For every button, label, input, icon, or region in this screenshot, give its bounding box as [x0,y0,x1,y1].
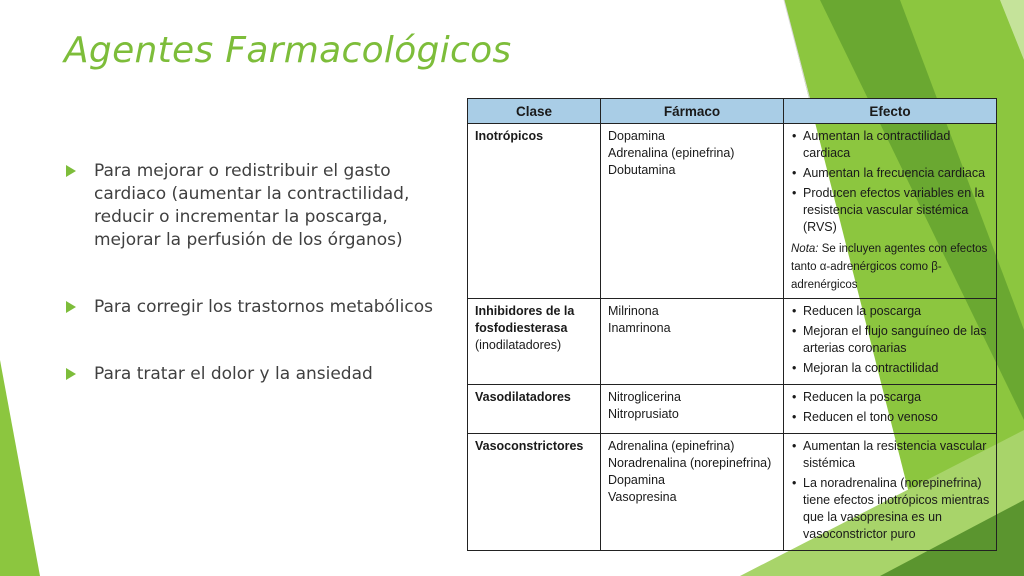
efecto-list [791,389,990,426]
table-row [468,299,997,385]
slide-title: Agentes Farmacológicos [64,30,512,71]
efecto-list [791,303,990,377]
farmaco-item: Adrenalina (epinefrina) [608,146,735,160]
cell-efecto [784,124,997,299]
bullet-text: Para mejorar o redistribuir el gasto cardiaco (aumentar la contractilidad, reducir o incrementar la poscarga, mejorar la perfusión de los órganos) [94,161,410,250]
table-row [468,124,997,299]
bullet-item [64,363,434,386]
bullet-arrow-icon [66,165,76,177]
header-farmaco: Fármaco [601,99,784,124]
efecto-item: • Mejoran el flujo sanguíneo de las arterias coronarias [803,323,990,357]
efecto-item: • Reducen la poscarga [803,303,990,320]
cell-farmaco [601,434,784,551]
efecto-item: • Aumentan la contractilidad cardiaca [803,128,990,162]
efecto-item: • Reducen la poscarga [803,389,990,406]
farmaco-item: Dopamina [608,473,665,487]
bullet-arrow-icon [66,301,76,313]
table-row [468,434,997,551]
efecto-item: • Aumentan la frecuencia cardiaca [803,165,990,182]
efecto-item: • Reducen el tono venoso [803,409,990,426]
efecto-item: • Aumentan la resistencia vascular sistémica [803,438,990,472]
table-row [468,385,997,434]
cell-clase [468,299,601,385]
cell-clase [468,434,601,551]
cell-clase [468,124,601,299]
farmaco-item: Milrinona [608,304,659,318]
left-green-wedge [0,360,40,576]
cell-farmaco [601,299,784,385]
efecto-item: • Mejoran la contractilidad [803,360,990,377]
farmaco-item: Noradrenalina (norepinefrina) [608,456,772,470]
note-label: Nota: [791,243,819,255]
farmaco-item: Dobutamina [608,163,676,177]
efecto-item: • La noradrenalina (norepinefrina) tiene efectos inotrópicos mientras que la vasopresina es un vasoconstrictor puro [803,475,990,543]
bullet-text: Para corregir los trastornos metabólicos [94,297,433,317]
cell-efecto [784,385,997,434]
farmaco-item: Inamrinona [608,321,671,335]
clase-name: Vasoconstrictores [475,439,584,453]
cell-efecto [784,299,997,385]
clase-name: Vasodilatadores [475,390,571,404]
farmaco-item: Vasopresina [608,490,677,504]
farmaco-item: Nitroprusiato [608,407,679,421]
header-efecto: Efecto [784,99,997,124]
farmaco-item: Adrenalina (epinefrina) [608,439,735,453]
pharmacology-table [467,98,997,551]
cell-farmaco [601,124,784,299]
header-clase: Clase [468,99,601,124]
clase-subtitle: (inodilatadores) [475,338,562,352]
farmaco-item: Nitroglicerina [608,390,681,404]
cell-farmaco [601,385,784,434]
cell-efecto [784,434,997,551]
table-note [791,240,990,294]
bullet-item [64,160,434,252]
efecto-list [791,438,990,543]
efecto-list [791,128,990,236]
efecto-item: • Producen efectos variables en la resistencia vascular sistémica (RVS) [803,185,990,236]
bullet-text: Para tratar el dolor y la ansiedad [94,364,373,384]
farmaco-item: Dopamina [608,129,665,143]
clase-name: Inhibidores de la fosfodiesterasa [475,304,575,335]
cell-clase [468,385,601,434]
clase-name: Inotrópicos [475,129,544,143]
table-header-row [468,99,997,124]
bullet-item [64,296,434,319]
bullet-list [64,160,434,386]
note-text: Se incluyen agentes con efectos tanto α-adrenérgicos como β-adrenérgicos [791,243,988,291]
bullet-arrow-icon [66,368,76,380]
